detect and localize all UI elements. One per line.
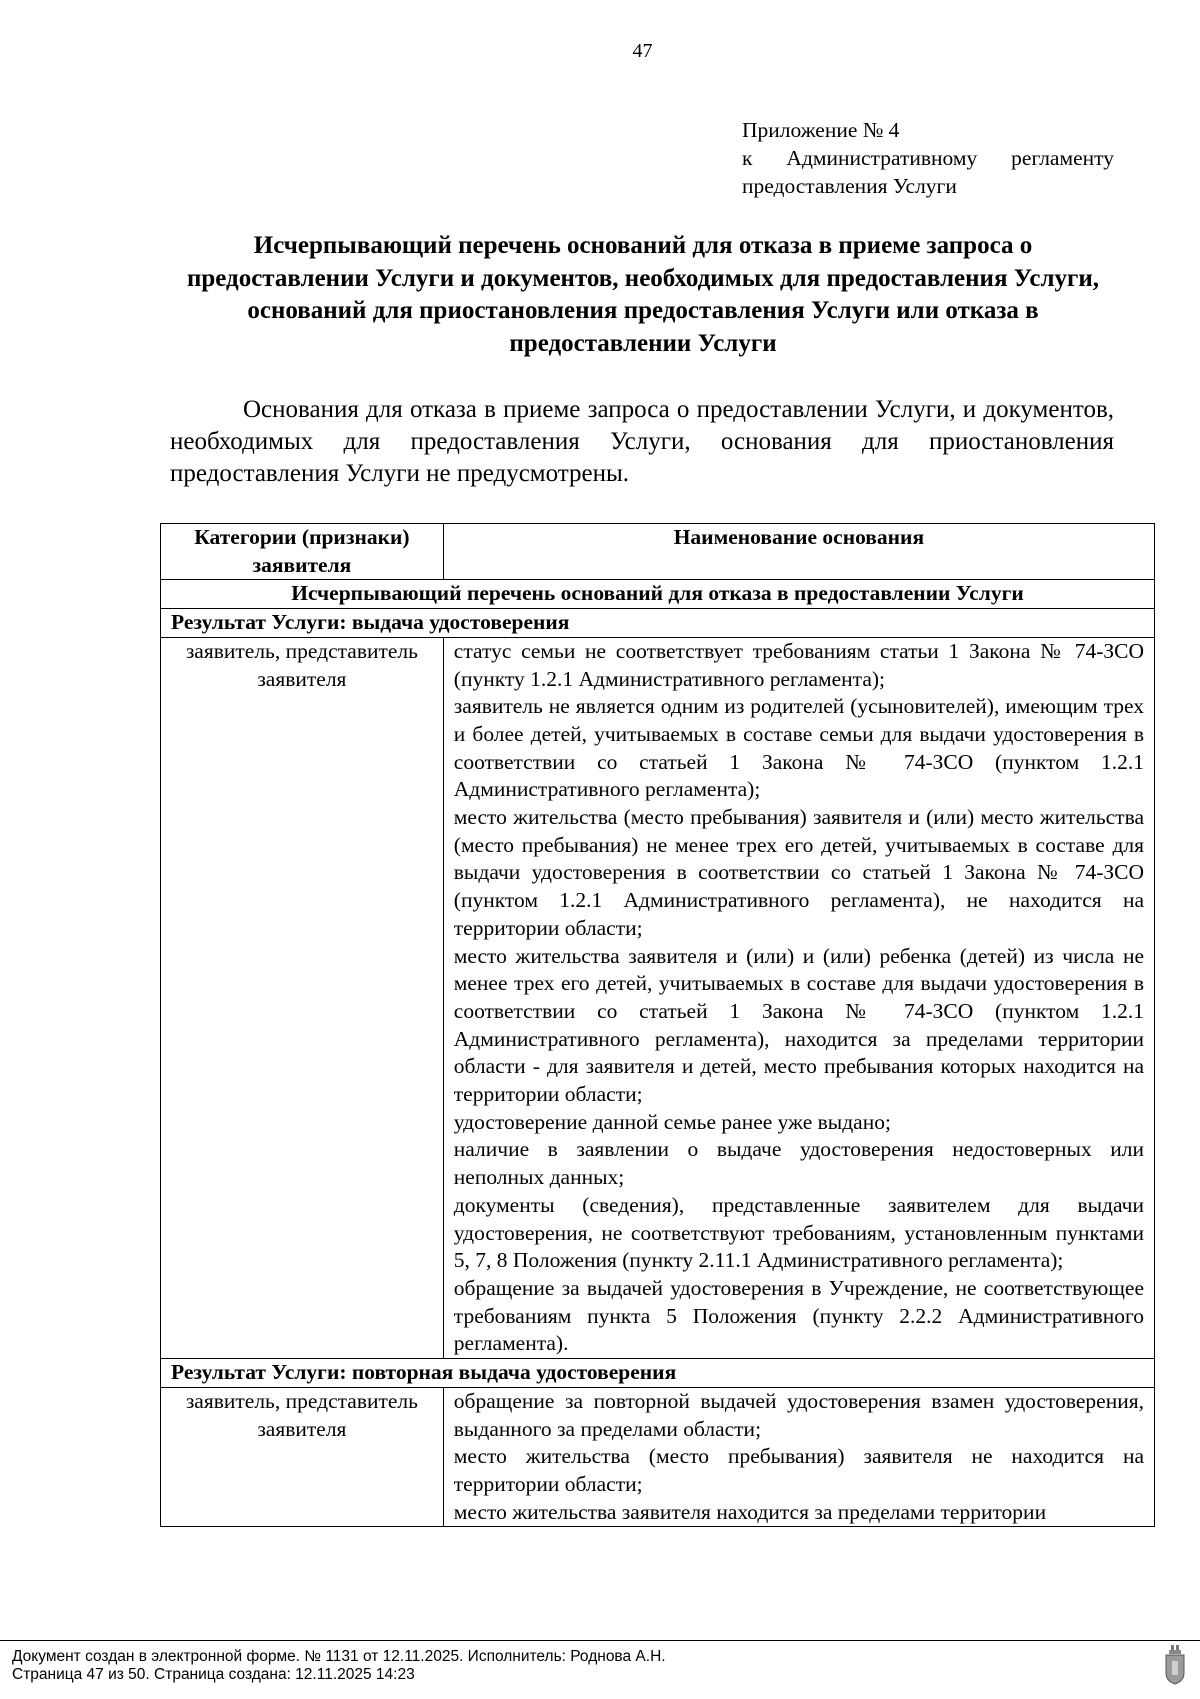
appendix-line-2: к Административному регламенту — [742, 146, 1114, 170]
list-item: место жительства заявителя находится за пределами территории — [453, 1499, 1047, 1524]
appendix-line-1: Приложение № 4 — [742, 118, 900, 142]
list-item: место жительства (место пребывания) заявителя и (или) место жительства (место пребывания) не менее трех его детей, учитываемых в составе для выдачи удостоверения в соответствии со статьей 1 Закона № 74-ЗСО (пунктом 1.2.1 Административного регламента), не находится на территории области; — [453, 805, 1144, 940]
result-title: Результат Услуги: выдача удостоверения — [161, 609, 1155, 638]
appendix-line-3: предоставления Услуги — [742, 174, 957, 198]
reasons-cell — [443, 637, 1154, 1358]
applicant-category: заявитель, представитель заявителя — [161, 637, 444, 1358]
table-row — [161, 1387, 1155, 1527]
result-row — [161, 609, 1155, 638]
list-item: место жительства заявителя и (или) и (или) ребенка (детей) из числа не менее трех его детей, учитываемых в составе для выдачи удостоверения в соответствии со статьей 1 Закона № 74-ЗСО (пунктом 1.2.1 Административного регламента), находится за пределами территории области - для заявителя и детей, место пребывания которых находится на территории области; — [453, 943, 1144, 1107]
footer-text — [12, 1648, 666, 1684]
list-item: статус семьи не соответствует требованиям статьи 1 Закона № 74-ЗСО (пункту 1.2.1 Административного регламента); — [453, 638, 1144, 691]
section-title: Исчерпывающий перечень оснований для отказа в предоставлении Услуги — [161, 580, 1155, 609]
grounds-table — [160, 523, 1155, 1527]
header-name: Наименование основания — [443, 524, 1154, 580]
header-category: Категории (признаки) заявителя — [161, 524, 444, 580]
page-number: 47 — [632, 40, 653, 62]
result-title: Результат Услуги: повторная выдача удостоверения — [161, 1359, 1155, 1388]
list-item: наличие в заявлении о выдаче удостоверения недостоверных или неполных данных; — [453, 1137, 1144, 1190]
coat-of-arms-icon — [1164, 1645, 1186, 1685]
reasons-cell — [443, 1387, 1154, 1527]
footer-line-1: Документ создан в электронной форме. № 1131 от 12.11.2025. Исполнитель: Роднова А.Н. — [12, 1648, 666, 1665]
list-item: документы (сведения), представленные заявителем для выдачи удостоверения, не соответствуют требованиям, установленным пунктами 5, 7, 8 Положения (пункту 2.11.1 Административного регламента); — [453, 1192, 1144, 1273]
table-row — [161, 637, 1155, 1358]
document-title: Исчерпывающий перечень оснований для отказа в приеме запроса о предоставлении Услуги и документов, необходимых для предоставления Услуги, оснований для приостановления предоставления Услуги или отказа в предоставлении Услуги — [186, 232, 1100, 357]
intro-paragraph: Основания для отказа в приеме запроса о предоставлении Услуги, и документов, необходимых для предоставления Услуги, основания для приостановления предоставления Услуги не предусмотрены. — [170, 396, 1114, 487]
list-item: удостоверение данной семье ранее уже выдано; — [453, 1109, 891, 1134]
list-item: обращение за выдачей удостоверения в Учреждение, не соответствующее требованиям пункта 5 Положения (пункту 2.2.2 Административного регламента). — [453, 1275, 1144, 1356]
appendix-note — [742, 116, 1114, 200]
applicant-category: заявитель, представитель заявителя — [161, 1387, 444, 1527]
list-item: место жительства (место пребывания) заявителя не находится на территории области; — [453, 1444, 1144, 1496]
table-header-row — [161, 524, 1155, 580]
list-item: заявитель не является одним из родителей (усыновителей), имеющим трех и более детей, учитываемых в составе семьи для выдачи удостоверения в соответствии со статьей 1 Закона № 74-ЗСО (пунктом 1.2.1 Административного регламента); — [453, 694, 1144, 802]
result-row — [161, 1359, 1155, 1388]
section-row — [161, 580, 1155, 609]
list-item: обращение за повторной выдачей удостоверения взамен удостоверения, выданного за пределами области; — [453, 1388, 1144, 1441]
document-footer — [0, 1640, 1200, 1699]
footer-line-2: Страница 47 из 50. Страница создана: 12.11.2025 14:23 — [12, 1666, 415, 1683]
